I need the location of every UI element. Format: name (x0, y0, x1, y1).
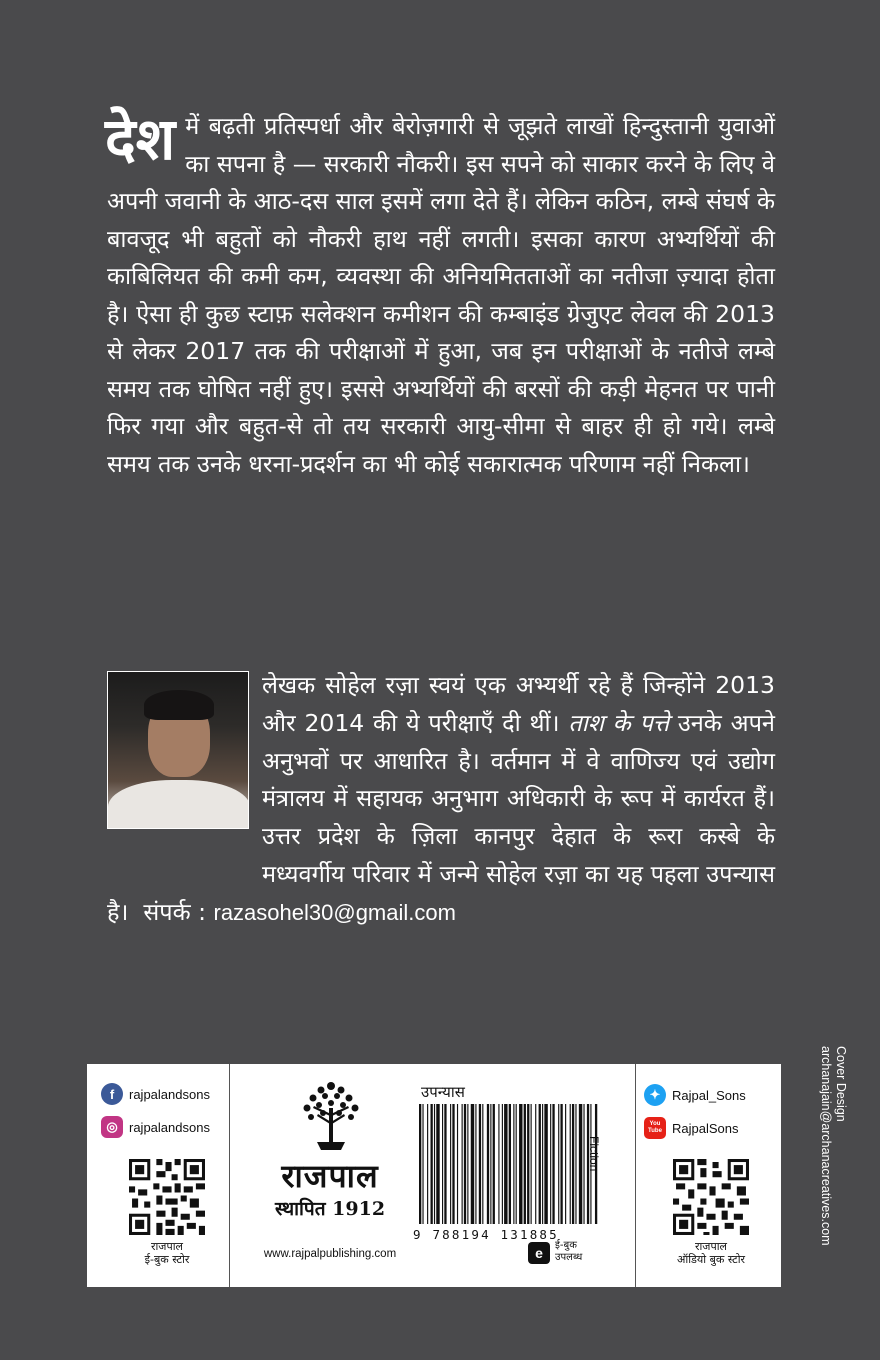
youtube-handle: RajpalSons (672, 1120, 739, 1136)
blurb-dropcap: देश (105, 105, 176, 173)
twitter-link[interactable] (644, 1084, 746, 1106)
genre-english: Fiction (587, 1136, 601, 1172)
publisher-url[interactable]: www.rajpalpublishing.com (263, 1248, 397, 1260)
publisher-name: राजपाल (281, 1157, 379, 1195)
genre-hindi: उपन्यास (421, 1083, 465, 1101)
audiobook-store-qr-code[interactable] (673, 1159, 749, 1235)
ebook-store-qr-code[interactable] (129, 1159, 205, 1235)
twitter-icon: ✦ (644, 1084, 666, 1106)
publisher-strip (87, 1064, 781, 1287)
tree-logo-icon (299, 1076, 363, 1152)
instagram-icon: ◎ (101, 1116, 123, 1138)
contact-label: संपर्क : (143, 897, 207, 926)
audiobook-store-caption: राजपाल ऑडियो बुक स्टोर (676, 1240, 746, 1266)
facebook-icon: f (101, 1083, 123, 1105)
instagram-link[interactable] (101, 1116, 210, 1138)
bio-part-1: लेखक सोहेल रज़ा स्वयं एक अभ्यर्थी रहे हैं जिन्होंने 2013 और 2014 की ये परीक्षाएँ दी थीं। (262, 671, 775, 737)
facebook-link[interactable] (101, 1083, 210, 1105)
blurb-text: में बढ़ती प्रतिस्पर्धा और बेरोज़गारी से जूझते लाखों हिन्दुस्तानी युवाओं का सपना है — सरकारी नौकरी। इस सपने को साकार करने के लिए वे अपनी जवानी के आठ-दस साल इसमें लगा देते हैं। लेकिन कठिन, लम्बे संघर्ष के बावजूद भी बहुतों को नौकरी हाथ नहीं लगती। इसका कारण अभ्यर्थियों की काबिलियत की कमी कम, व्यवस्था की अनियमितताओं का नतीजा ज़्यादा होता है। ऐसा ही कुछ स्टाफ़ सलेक्शन कमीशन की कम्बाइंड ग्रेजुएट लेवल की 2013 से लेकर 2017 तक की परीक्षाओं में हुआ, जब इन परीक्षाओं के नतीजे लम्बे समय तक घोषित नहीं हुए। इससे अभ्यर्थियों की बरसों की कड़ी मेहनत पर पानी फिर गया और बहुत-से तो तय सरकारी आयु-सीमा से बाहर ही हो गये। लम्बे समय तक उनके धरना-प्रदर्शन का भी कोई सकारात्मक परिणाम नहीं निकला। (107, 112, 775, 478)
ebook-available-label: ई-बुक उपलब्ध (555, 1240, 583, 1263)
author-email[interactable]: razasohel30@gmail.com (213, 899, 456, 925)
isbn-digits: 9 788194 131885 (413, 1227, 559, 1242)
author-bio (107, 667, 775, 932)
blurb-paragraph (105, 105, 775, 483)
youtube-icon: You Tube (644, 1117, 666, 1139)
bio-part-2: उनके अपने अनुभवों पर आधारित है। वर्तमान में वे वाणिज्य एवं उद्योग मंत्रालय में सहायक अनुभाग अधिकारी के रूप में कार्यरत हैं। उत्तर प्रदेश के ज़िला कानपुर देहात के रूरा कस्बे के मध्यवर्गीय परिवार में जन्मे सोहेल रज़ा का यह पहला उपन्यास है। (107, 708, 775, 926)
book-title: ताश के पत्ते (568, 708, 670, 737)
publisher-established: स्थापित 1912 (274, 1198, 386, 1220)
cover-design-credit: Cover Design archanajain@archanacreatives.com (819, 1046, 848, 1246)
facebook-handle: rajpalandsons (129, 1086, 210, 1102)
youtube-link[interactable] (644, 1117, 739, 1139)
ebook-icon: e (528, 1242, 550, 1264)
twitter-handle: Rajpal_Sons (672, 1087, 746, 1103)
isbn-barcode (417, 1104, 599, 1224)
ebook-store-caption: राजपाल ई-बुक स्टोर (144, 1240, 190, 1266)
instagram-handle: rajpalandsons (129, 1119, 210, 1135)
